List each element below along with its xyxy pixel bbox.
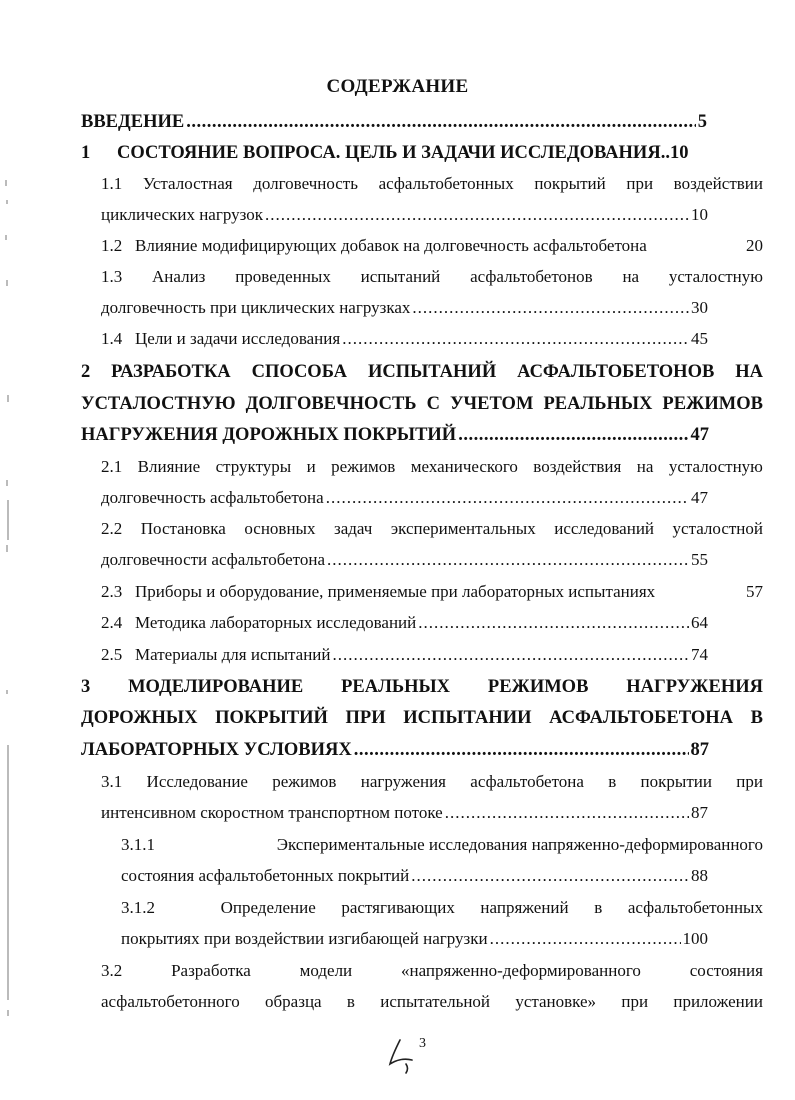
- entry-title: ЛАБОРАТОРНЫХ УСЛОВИЯХ: [81, 740, 352, 760]
- toc-entry-chapter-3-line3[interactable]: [81, 738, 709, 762]
- entry-word: РЕЖИМОВ: [662, 394, 763, 414]
- entry-word: УСТАЛОСТНУЮ: [81, 394, 236, 414]
- toc-entry-chapter-3-line1[interactable]: [81, 675, 763, 699]
- entry-title: 2.5 Материалы для испытаний: [101, 645, 331, 664]
- entry-number: 2.1: [101, 457, 123, 476]
- entry-word: Усталостная: [142, 174, 233, 193]
- entry-word: в: [346, 992, 355, 1011]
- entry-word: ПРИ: [345, 708, 386, 728]
- entry-word: механического: [410, 457, 518, 476]
- entry-page: 5: [697, 112, 707, 132]
- entry-word: основных: [244, 519, 316, 538]
- entry-word: и: [306, 457, 316, 476]
- entry-title: циклических нагрузок: [101, 205, 263, 224]
- entry-title: ВВЕДЕНИЕ: [81, 112, 185, 132]
- entry-title: долговечность асфальтобетона: [101, 488, 324, 507]
- entry-page: 47: [691, 488, 708, 507]
- entry-title: НАГРУЖЕНИЯ ДОРОЖНЫХ ПОКРЫТИЙ: [81, 425, 457, 445]
- entry-word: АСФАЛЬТОБЕТОНА: [549, 708, 733, 728]
- toc-entry-1-1-line1[interactable]: [101, 172, 763, 196]
- entry-word: на: [622, 267, 640, 286]
- entry-word: режимов: [331, 457, 396, 476]
- entry-title: долговечности асфальтобетона: [101, 550, 326, 569]
- dot-leader: [186, 110, 696, 134]
- dot-leader: [418, 611, 689, 635]
- entry-page: 64: [691, 613, 708, 632]
- entry-page: 10: [691, 205, 708, 224]
- entry-page: 87: [690, 740, 709, 760]
- entry-word: установке»: [515, 992, 597, 1011]
- entry-word: образца: [265, 992, 322, 1011]
- entry-page: ..10: [660, 143, 689, 163]
- toc-entry-1-2[interactable]: [101, 234, 763, 258]
- entry-word: АСФАЛЬТОБЕТОНОВ: [517, 362, 715, 382]
- entry-title: долговечность при циклических нагрузках: [101, 298, 411, 317]
- entry-word: состояния: [689, 961, 763, 980]
- toc-entry-3-1-2-line1[interactable]: [121, 896, 763, 920]
- dot-leader: [354, 738, 689, 762]
- entry-word: усталостную: [668, 457, 763, 476]
- dot-leader: [490, 927, 681, 951]
- toc-entry-3-1-line2[interactable]: [101, 801, 708, 825]
- entry-page: 100: [682, 929, 708, 948]
- entry-title: 1.4 Цели и задачи исследования: [101, 329, 341, 348]
- entry-word: на: [636, 457, 654, 476]
- toc-entry-2-1-line2[interactable]: [101, 486, 708, 510]
- toc-entry-chapter-2-line1[interactable]: [81, 360, 763, 384]
- toc-entry-2-5[interactable]: [101, 643, 708, 667]
- entry-word: асфальтобетонного: [101, 992, 240, 1011]
- entry-word: в: [608, 772, 617, 791]
- entry-word: ДОЛГОВЕЧНОСТЬ: [245, 394, 417, 414]
- toc-entry-chapter-2-line2[interactable]: [81, 392, 763, 416]
- entry-title: интенсивном скоростном транспортном потоке: [101, 803, 443, 822]
- entry-title: Экспериментальные исследования напряженно-деформированного: [276, 835, 763, 854]
- entry-page: 30: [691, 298, 708, 317]
- entry-page: 74: [691, 645, 708, 664]
- entry-word: покрытии: [640, 772, 712, 791]
- entry-title: покрытиях при воздействии изгибающей нагрузки: [121, 929, 488, 948]
- entry-word: ПОКРЫТИЙ: [215, 708, 328, 728]
- toc-entry-2-3[interactable]: [101, 580, 763, 604]
- entry-word: РЕАЛЬНЫХ: [341, 677, 451, 697]
- toc-entry-3-2-line1[interactable]: [101, 959, 763, 983]
- entry-word: МОДЕЛИРОВАНИЕ: [128, 677, 304, 697]
- entry-number: 3.2: [101, 961, 123, 980]
- entry-word: РЕЖИМОВ: [487, 677, 589, 697]
- entry-word: экспериментальных: [390, 519, 536, 538]
- entry-word: режимов: [272, 772, 337, 791]
- entry-word: РЕАЛЬНЫХ: [543, 394, 653, 414]
- dot-leader: [412, 296, 689, 320]
- toc-entry-introduction[interactable]: [81, 110, 707, 134]
- dot-leader: [411, 864, 689, 888]
- entry-word: ИСПЫТАНИИ: [403, 708, 532, 728]
- toc-entry-2-4[interactable]: [101, 611, 708, 635]
- entry-number: 1: [81, 143, 91, 163]
- handwritten-signature: [386, 1034, 436, 1074]
- toc-entry-1-3-line2[interactable]: [101, 296, 708, 320]
- entry-word: Разработка: [171, 961, 251, 980]
- entry-title: 2.4 Методика лабораторных исследований: [101, 613, 417, 632]
- entry-word: нагружения: [360, 772, 446, 791]
- toc-entry-2-2-line1[interactable]: [101, 517, 763, 541]
- entry-word: асфальтобетонов: [470, 267, 593, 286]
- entry-word: С: [426, 394, 440, 414]
- entry-title: 2.3 Приборы и оборудование, применяемые при лабораторных испытаниях: [101, 582, 656, 601]
- entry-word: растягивающих: [341, 898, 455, 917]
- toc-title: СОДЕРЖАНИЕ: [326, 76, 469, 97]
- entry-word: усталостную: [668, 267, 763, 286]
- entry-word: в: [594, 898, 603, 917]
- entry-word: модели: [299, 961, 353, 980]
- entry-word: асфальтобетонных: [627, 898, 763, 917]
- entry-word: НАГРУЖЕНИЯ: [626, 677, 763, 697]
- entry-word: СПОСОБА: [251, 362, 348, 382]
- entry-number: 3.1.2: [121, 898, 155, 917]
- dot-leader: [327, 548, 689, 572]
- entry-word: Влияние: [137, 457, 201, 476]
- entry-page: 88: [691, 866, 708, 885]
- entry-number: 3.1: [101, 772, 123, 791]
- toc-entry-2-1-line1[interactable]: [101, 455, 763, 479]
- entry-title: 1.2 Влияние модифицирующих добавок на долговечность асфальтобетона: [101, 236, 647, 255]
- toc-entry-3-1-1-line2[interactable]: [121, 864, 708, 888]
- dot-leader: [265, 203, 689, 227]
- entry-number: 2: [81, 362, 91, 382]
- entry-word: испытаний: [360, 267, 441, 286]
- entry-word: при: [626, 174, 654, 193]
- entry-word: УЧЕТОМ: [449, 394, 534, 414]
- entry-word: проведенных: [235, 267, 331, 286]
- entry-number: 3: [81, 677, 91, 697]
- entry-word: Анализ: [152, 267, 206, 286]
- toc-entry-3-1-1-line1[interactable]: [121, 833, 763, 857]
- scan-margin-marks: [0, 0, 20, 1100]
- entry-word: усталостной: [672, 519, 763, 538]
- entry-page: 20: [746, 236, 763, 255]
- entry-word: покрытий: [534, 174, 606, 193]
- entry-word: НА: [735, 362, 763, 382]
- entry-word: исследований: [554, 519, 655, 538]
- entry-number: 1.3: [101, 267, 123, 286]
- entry-word: задач: [333, 519, 373, 538]
- entry-word: Постановка: [140, 519, 226, 538]
- entry-word: РАЗРАБОТКА: [111, 362, 231, 382]
- entry-page: 57: [746, 582, 763, 601]
- entry-word: воздействии: [673, 174, 763, 193]
- dot-leader: [445, 801, 689, 825]
- toc-entry-chapter-2-line3[interactable]: [81, 423, 709, 447]
- entry-page: 47: [690, 425, 709, 445]
- dot-leader: [342, 327, 689, 351]
- toc-entry-3-2-line2[interactable]: [101, 990, 763, 1014]
- toc-entry-chapter-1[interactable]: [81, 141, 709, 165]
- entry-word: при: [736, 772, 763, 791]
- entry-number: 2.2: [101, 519, 123, 538]
- toc-entry-1-4[interactable]: [101, 327, 708, 351]
- page-number: 3: [419, 1036, 426, 1051]
- entry-page: 45: [691, 329, 708, 348]
- entry-word: асфальтобетона: [470, 772, 584, 791]
- entry-word: «напряженно-деформированного: [401, 961, 641, 980]
- toc-entry-chapter-3-line2[interactable]: [81, 706, 763, 730]
- entry-word: приложении: [673, 992, 763, 1011]
- dot-leader: [326, 486, 689, 510]
- entry-title: состояния асфальтобетонных покрытий: [121, 866, 410, 885]
- toc-entry-1-1-line2[interactable]: [101, 203, 708, 227]
- entry-word: ИСПЫТАНИЙ: [367, 362, 497, 382]
- entry-number: 1.1: [101, 174, 123, 193]
- entry-word: асфальтобетонных: [378, 174, 514, 193]
- entry-word: структуры: [215, 457, 292, 476]
- toc-entry-2-2-line2[interactable]: [101, 548, 708, 572]
- entry-title: СОСТОЯНИЕ ВОПРОСА. ЦЕЛЬ И ЗАДАЧИ ИССЛЕДОВАНИЯ: [117, 143, 661, 163]
- dot-leader: [458, 423, 688, 447]
- entry-word: при: [621, 992, 649, 1011]
- entry-word: Исследование: [146, 772, 248, 791]
- dot-leader: [332, 643, 689, 667]
- entry-word: долговечность: [253, 174, 358, 193]
- entry-word: воздействия: [533, 457, 622, 476]
- toc-entry-3-1-2-line2[interactable]: [121, 927, 708, 951]
- toc-entry-3-1-line1[interactable]: [101, 770, 763, 794]
- entry-word: Определение: [220, 898, 316, 917]
- entry-page: 55: [691, 550, 708, 569]
- entry-word: напряжений: [480, 898, 569, 917]
- entry-word: В: [750, 708, 763, 728]
- entry-page: 87: [691, 803, 708, 822]
- entry-word: ДОРОЖНЫХ: [81, 708, 198, 728]
- entry-word: испытательной: [380, 992, 491, 1011]
- entry-number: 3.1.1: [121, 835, 155, 854]
- toc-entry-1-3-line1[interactable]: [101, 265, 763, 289]
